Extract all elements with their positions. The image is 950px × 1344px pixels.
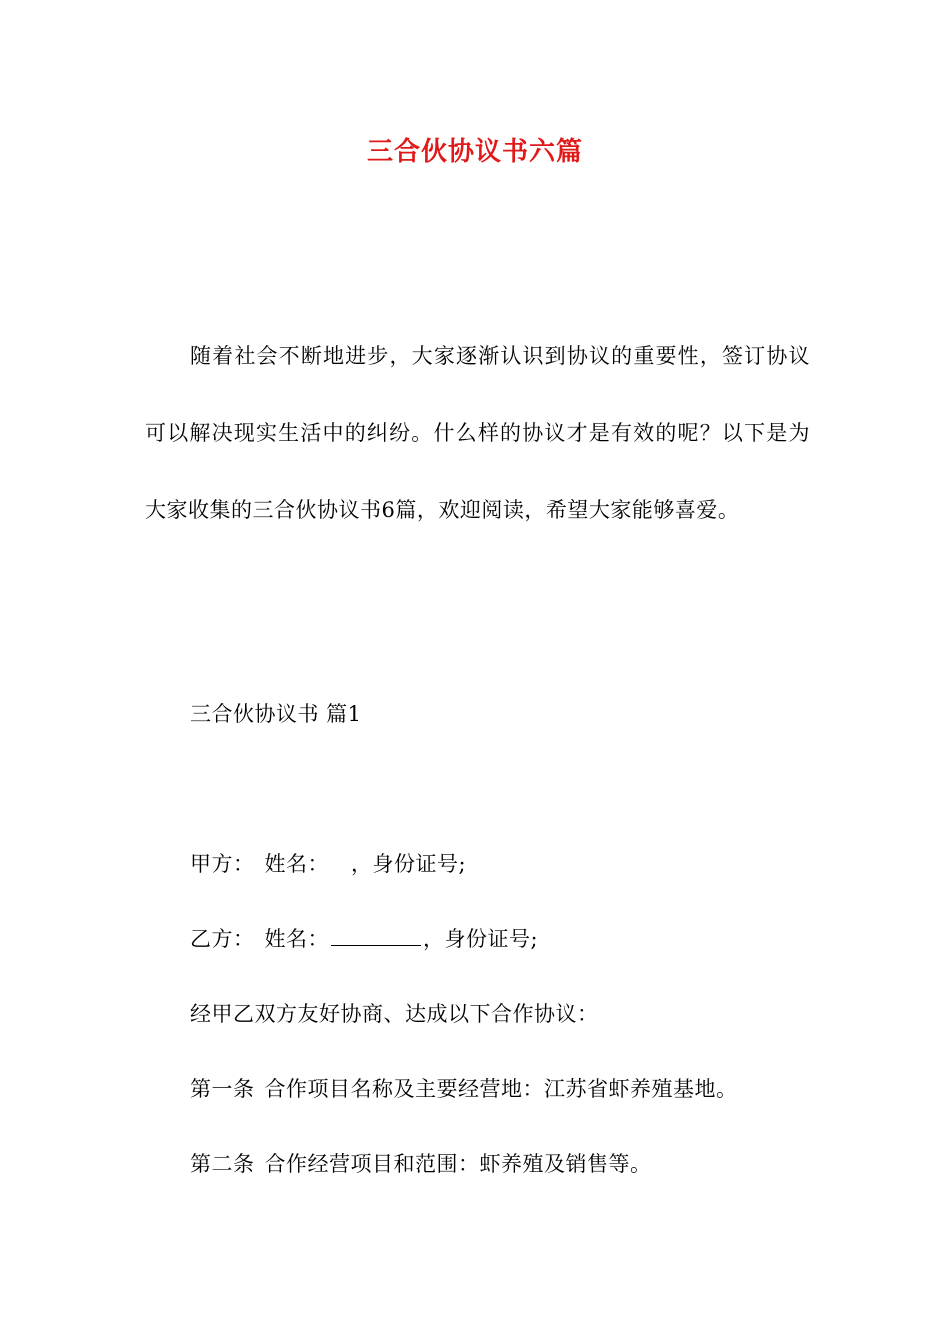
article-1-label: 第一条 (190, 1077, 255, 1101)
party-b-name-label: 姓名： (264, 927, 329, 951)
intro-paragraph: 随着社会不断地进步，大家逐渐认识到协议的重要性，签订协议可以解决现实生活中的纠纷。什么样的协议才是有效的呢？以下是为大家收集的三合伙协议书6篇，欢迎阅读，希望大家能够喜爱。 (145, 344, 810, 522)
name-blank-field (331, 925, 421, 946)
party-b-id-text: ，身份证号; (423, 927, 539, 951)
section-heading: 三合伙协议书 篇1 (190, 702, 362, 726)
party-a-line (190, 846, 466, 882)
party-b-line (190, 921, 538, 957)
article-1-text: 合作项目名称及主要经营地：江苏省虾养殖基地。 (264, 1077, 738, 1101)
agreement-line: 经甲乙双方友好协商、达成以下合作协议： (190, 1002, 599, 1026)
article-1-line (190, 1071, 738, 1107)
party-a-label: 甲方： (190, 852, 255, 876)
article-2-text: 合作经营项目和范围：虾养殖及销售等。 (264, 1152, 652, 1176)
party-a-name-label: 姓名： (264, 852, 329, 876)
article-2-line (190, 1146, 652, 1182)
article-2-label: 第二条 (190, 1152, 255, 1176)
party-a-id-text: ，身份证号; (351, 852, 467, 876)
party-b-label: 乙方： (190, 927, 255, 951)
document-title: 三合伙协议书六篇 (366, 137, 583, 167)
